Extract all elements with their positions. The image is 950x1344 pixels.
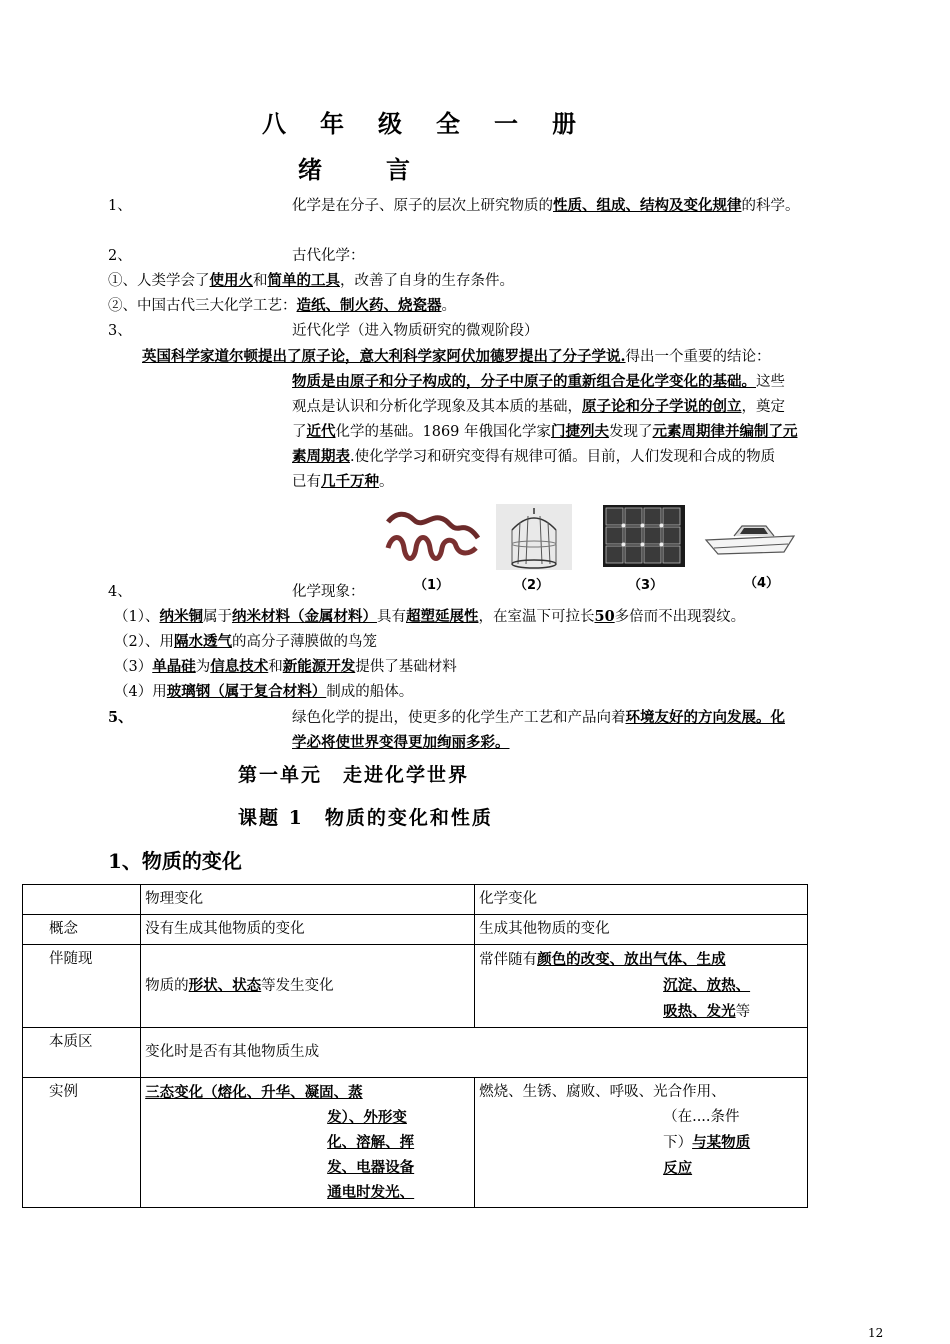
phenomenon-3-mid2: 和 [268, 659, 283, 675]
item-1-post: 的科学。 [741, 198, 800, 214]
modern-line-6-key: 几千万种 [321, 473, 379, 490]
concept-chemical: 生成其他物质的变化 [475, 915, 808, 945]
phenomenon-4-key: 玻璃钢（属于复合材料） [166, 683, 327, 700]
table-row [23, 945, 808, 1028]
item-5-number: 5、 [108, 709, 133, 726]
modern-line-2-key: 物质是由原子和分子构成的，分子中原子的重新组合是化学变化的基础。 [292, 373, 756, 390]
item-2-text: 古代化学： [292, 248, 365, 264]
accompany-physical-pre: 物质的 [145, 978, 189, 994]
item-5-text [292, 706, 785, 727]
modern-line-4-pre: 了 [292, 424, 307, 440]
phenomenon-4-post: 制成的船体。 [326, 684, 414, 700]
table-header-chemical: 化学变化 [475, 885, 808, 915]
phenomenon-2 [114, 630, 377, 651]
modern-line-1 [142, 345, 771, 366]
table-header-physical: 物理变化 [141, 885, 475, 915]
modern-line-3-key: 原子论和分子学说的创立 [582, 398, 742, 415]
example-chemical-line-4: 反应 [663, 1160, 693, 1177]
solar-panel-image [603, 505, 685, 567]
modern-line-5-key: 素周期表 [292, 448, 350, 465]
modern-line-3-pre: 观点是认识和分析化学现象及其本质的基础， [292, 399, 582, 415]
modern-line-6-post: 。 [379, 474, 394, 490]
modern-line-1-key: 英国科学家道尔顿提出了原子论，意大利科学家阿伏加德罗提出了分子学说. [142, 348, 626, 365]
modern-line-4-key1: 近代 [306, 423, 336, 440]
phenomenon-3-post: 提供了基础材料 [355, 659, 457, 675]
accompany-chemical-line-1 [479, 947, 803, 973]
phenomenon-4-pre: （4）用 [114, 684, 167, 700]
row-label-essence: 本质区 [23, 1028, 141, 1078]
modern-line-2 [292, 370, 785, 391]
ancient-1-pre: ①、人类学会了 [108, 273, 210, 289]
accompany-chemical-key1: 颜色的改变、放出气体、生成 [537, 951, 726, 968]
item-4-number: 4、 [108, 584, 132, 600]
ancient-1-mid: 和 [253, 273, 268, 289]
phenomenon-1-pre: （1）、 [114, 609, 160, 625]
page-number: 12 [868, 1326, 884, 1340]
item-5-pre: 绿色化学的提出，使更多的化学生产工艺和产品向着 [292, 710, 626, 726]
table-header-empty [23, 885, 141, 915]
change-comparison-table [22, 884, 808, 1208]
accompany-chemical-post: 等 [735, 1004, 751, 1020]
phenomenon-3-key1: 单晶硅 [152, 658, 196, 675]
table-row [23, 915, 808, 945]
phenomenon-1-key4: 50 [594, 608, 615, 625]
item-4-text: 化学现象： [292, 584, 365, 600]
modern-line-4-mid: 化学的基础。1869 年俄国化学家 [335, 424, 552, 440]
phenomenon-3-key2: 信息技术 [210, 658, 269, 675]
example-physical [141, 1078, 475, 1208]
item-5-key: 环境友好的方向发展。化 [625, 709, 785, 726]
phenomenon-1-post: 多倍而不出现裂纹。 [614, 609, 746, 625]
ancient-1-post: ，改善了自身的生存条件。 [340, 273, 514, 289]
phenomenon-1-key3: 超塑延展性 [405, 608, 479, 625]
nano-copper-image [384, 508, 484, 570]
ancient-2-key: 造纸、制火药、烧瓷器 [296, 297, 442, 314]
birdcage-image [496, 504, 572, 570]
phenomenon-1-key1: 纳米铜 [159, 608, 203, 625]
ancient-1 [108, 269, 514, 290]
modern-line-6 [292, 470, 394, 491]
essence-text: 变化时是否有其他物质生成 [141, 1028, 808, 1078]
ancient-2 [108, 294, 456, 315]
modern-line-5 [292, 445, 775, 466]
modern-line-4-mid2: 发现了 [609, 424, 653, 440]
boat-image [704, 514, 800, 560]
figure-label-4: （4） [744, 576, 780, 591]
row-label-concept: 概念 [23, 915, 141, 945]
example-physical-line-3: 化、溶解、挥 [327, 1134, 415, 1151]
figure-label-2: （2） [514, 578, 550, 593]
phenomenon-3-key3: 新能源开发 [282, 658, 356, 675]
modern-line-4-key2: 门捷列夫 [551, 423, 610, 440]
accompany-chemical-key2: 沉淀、放热、 [663, 977, 751, 994]
modern-line-3 [292, 395, 785, 416]
modern-line-6-pre: 已有 [292, 474, 321, 490]
item-1-pre: 化学是在分子、原子的层次上研究物质的 [292, 198, 553, 214]
phenomenon-2-post: 的高分子薄膜做的鸟笼 [231, 634, 377, 650]
unit-title: 第一单元 走进化学世界 [238, 764, 470, 786]
accompany-chemical [475, 945, 808, 1028]
ancient-1-key1: 使用火 [209, 272, 253, 289]
item-1-text [292, 194, 800, 215]
row-label-example: 实例 [23, 1078, 141, 1208]
figure-label-1: （1） [414, 578, 450, 593]
ancient-2-pre: ②、中国古代三大化学工艺： [108, 298, 297, 314]
figure-label-3: （3） [628, 578, 664, 593]
example-chemical-l3-key: 与某物质 [692, 1134, 751, 1151]
item-3-text: 近代化学（进入物质研究的微观阶段） [292, 323, 539, 339]
item-2-number: 2、 [108, 248, 132, 264]
phenomenon-1 [114, 605, 745, 626]
phenomenon-1-mid3: ，在室温下可拉长 [478, 609, 595, 625]
phenomenon-1-key2: 纳米材料（金属材料） [231, 608, 377, 625]
example-physical-line-2: 发）、外形变 [327, 1109, 407, 1126]
section-title: 1、物质的变化 [108, 849, 242, 873]
item-5-line-2: 学必将使世界变得更加绚丽多彩。 [292, 734, 510, 751]
example-physical-line-4: 发、电器设备 [327, 1159, 415, 1176]
item-1-number: 1、 [108, 198, 132, 214]
accompany-chemical-pre: 常伴随有 [479, 952, 538, 968]
table-row [23, 1028, 808, 1078]
example-chemical-line-3 [479, 1130, 803, 1156]
phenomenon-2-pre: （2）、用 [114, 634, 174, 650]
item-3-number: 3、 [108, 323, 132, 339]
modern-line-4-key3: 元素周期律并编制了元 [652, 423, 798, 440]
item-1-key: 性质、组成、结构及变化规律 [553, 197, 742, 214]
example-chemical-line-1: 燃烧、生锈、腐败、呼吸、光合作用、 [479, 1084, 726, 1100]
ancient-1-key2: 简单的工具 [267, 272, 340, 289]
modern-line-1-post: 得出一个重要的结论： [625, 349, 771, 365]
phenomenon-1-mid1: 属于 [202, 609, 232, 625]
table-header-row [23, 885, 808, 915]
modern-line-3-post: ，奠定 [741, 399, 785, 415]
phenomenon-3 [114, 655, 457, 676]
accompany-physical [141, 945, 475, 1028]
accompany-chemical-line-3 [479, 999, 803, 1025]
example-physical-line-1: 三态变化（熔化、升华、凝固、蒸 [145, 1084, 363, 1101]
concept-physical: 没有生成其他物质的变化 [141, 915, 475, 945]
phenomenon-2-key: 隔水透气 [173, 633, 232, 650]
modern-line-4 [292, 420, 798, 441]
ancient-2-post: 。 [441, 298, 456, 314]
phenomenon-4 [114, 680, 413, 701]
accompany-physical-key: 形状、状态 [188, 977, 262, 994]
accompany-chemical-key3: 吸热、发光 [663, 1003, 736, 1020]
example-chemical-l3-pre: 下） [663, 1135, 693, 1151]
accompany-chemical-line-2 [479, 973, 803, 999]
example-physical-line-5: 通电时发光、 [327, 1184, 415, 1201]
intro-heading: 绪言 [298, 155, 474, 184]
lesson-title: 课题 1 物质的变化和性质 [238, 807, 493, 829]
page-title: 八年级全一册 [262, 109, 610, 138]
accompany-physical-post: 等发生变化 [261, 978, 334, 994]
example-chemical [475, 1078, 808, 1208]
table-row [23, 1078, 808, 1208]
phenomenon-1-mid2: 具有 [376, 609, 406, 625]
row-label-accompany: 伴随现 [23, 945, 141, 1028]
modern-line-2-post: 这些 [756, 374, 785, 390]
example-chemical-line-2: （在....条件 [663, 1109, 740, 1125]
modern-line-5-post: .使化学学习和研究变得有规律可循。目前，人们发现和合成的物质 [350, 449, 776, 465]
phenomenon-3-pre: （3） [114, 659, 153, 675]
phenomenon-3-mid1: 为 [195, 659, 211, 675]
